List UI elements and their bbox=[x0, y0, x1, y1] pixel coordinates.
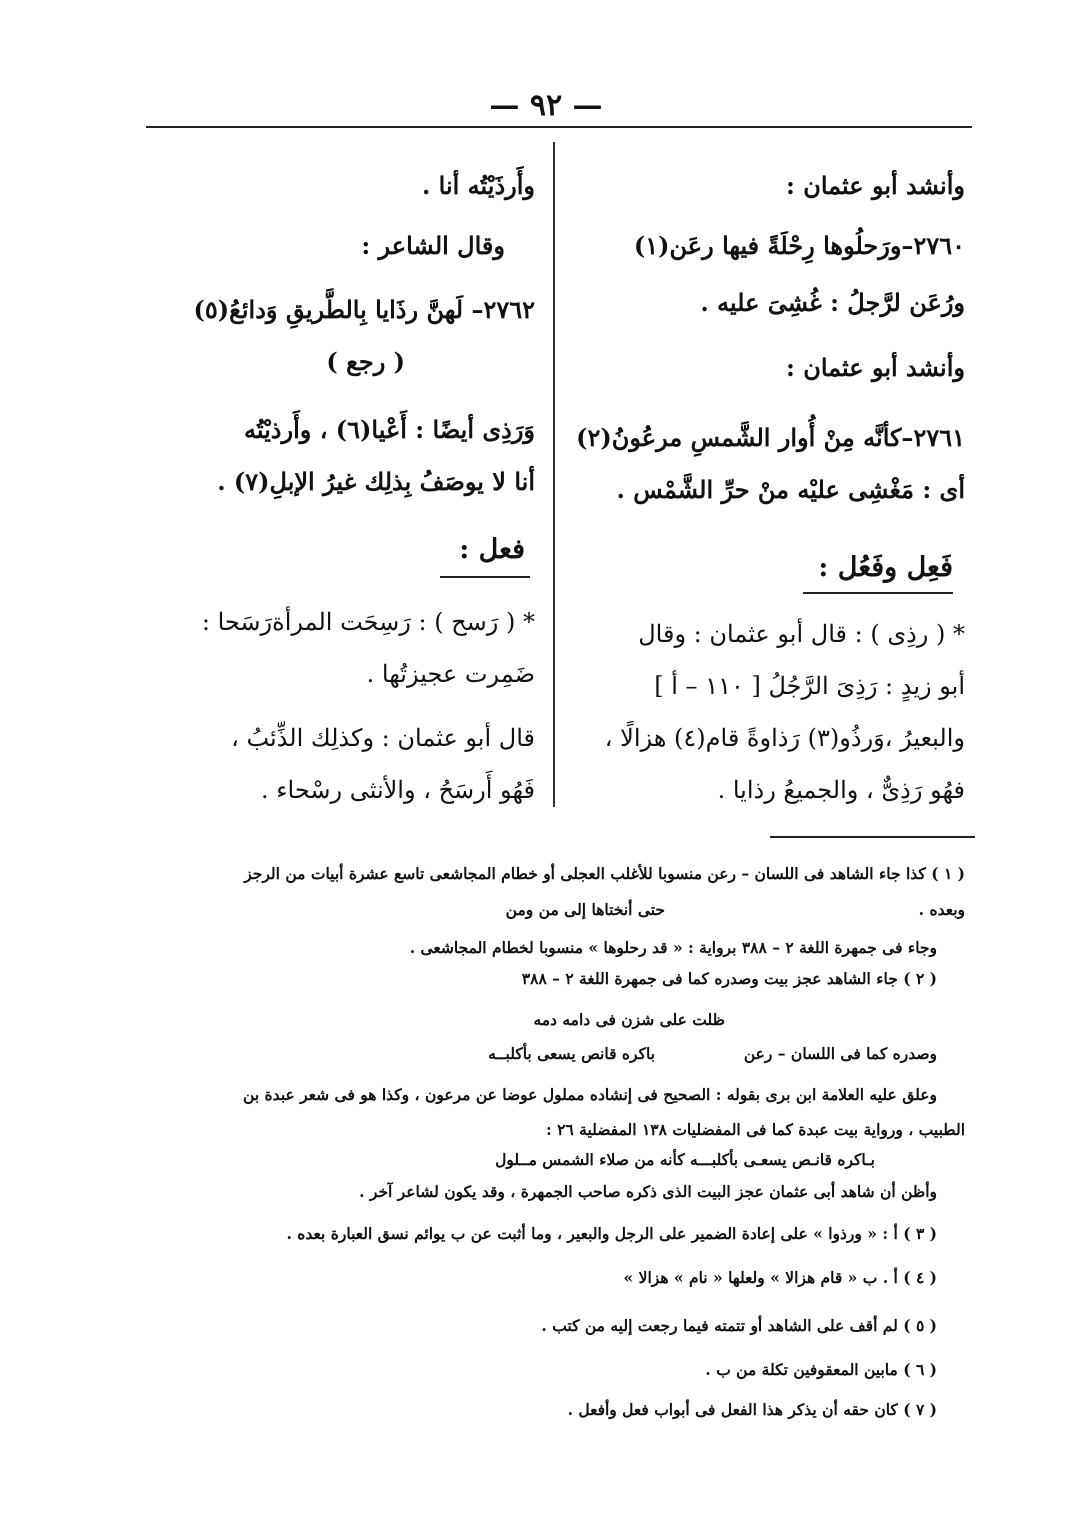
verse-2760: ٢٧٦٠–ورَحلُوها رِحْلَةً فيها رعَن(١) bbox=[633, 231, 965, 260]
footnote-2-line-3: وعلق عليه العلامة ابن برى بقوله : الصحيح فى إنشاده مملول عوضا عن مرعون ، وكذا هو فى شعر عبدة بن bbox=[243, 1085, 937, 1104]
right-heading-underline bbox=[803, 592, 953, 594]
footnote-1-line-2: وبعده . bbox=[918, 900, 965, 919]
header-rule bbox=[146, 126, 972, 128]
footnote-2-line-1: ( ٢ ) جاء الشاهد عجز بيت وصدره كما فى جمهرة اللغة ٢ – ٣٨٨ bbox=[521, 969, 937, 988]
footnote-2-line-5: وأظن أن شاهد أبى عثمان عجز البيت الذى ذكره صاحب الجمهرة ، وقد يكون لشاعر آخر . bbox=[359, 1182, 937, 1201]
root-label: ( رجع ) bbox=[326, 347, 405, 376]
left-para-1a: وَرَذِى أيضًا : أَعْيا(٦) ، وأَرذيْتُه bbox=[244, 415, 535, 444]
right-para-line-2: أبو زيدٍ : رَذِىَ الرَّجُلُ [ ١١٠ – أ ] bbox=[654, 672, 965, 700]
footnote-1-line-1: ( ١ ) كذا جاء الشاهد فى اللسان – رعن منسوبا للأغلب العجلى أو خطام المجاشعى تاسع عشرة أبيات من الرجز bbox=[244, 864, 965, 883]
right-intro-2: وأنشد أبو عثمان : bbox=[786, 353, 965, 382]
gloss-2761: أى : مَغْشِى عليْه منْ حرِّ الشَّمْس . bbox=[616, 475, 965, 504]
gloss-2760: ورُعَن لرَّجلُ : غُشِىَ عليه . bbox=[700, 288, 965, 317]
footnote-5: ( ٥ ) لم أقف على الشاهد أو تتمته فيما رجعت إليه من كتب . bbox=[541, 1316, 937, 1335]
footnote-1-verse: حتى أنختاها إلى من ومن bbox=[505, 900, 665, 919]
footnote-2-verse-3: بـاكره قانـص يسعـى بأكلبـــه كأنه من صلاء الشمس مــلول bbox=[495, 1150, 875, 1169]
left-para-3b: فَهُو أَرسَحُ ، والأنثى رسْحاء . bbox=[261, 776, 535, 804]
verse-2761: ٢٧٦١–كأنَّه مِنْ أُوار الشَّمسِ مرعُونُ(٢) bbox=[576, 423, 965, 452]
left-heading-underline bbox=[440, 576, 530, 578]
right-para-line-3: والبعيرُ ،وَرذُو(٣) رَذاوةً قام(٤) هزالًا ، bbox=[604, 724, 965, 752]
footnote-2-verse-2: باكره قانص يسعى بأكلبــه bbox=[488, 1044, 655, 1063]
column-divider bbox=[553, 142, 555, 807]
left-line-1: وأَرذَيْتُه أنا . bbox=[421, 171, 535, 200]
verse-2762: ٢٧٦٢– لَهنَّ رذَايا بِالطَّريقِ وَدائعُ(٥) bbox=[193, 295, 535, 324]
right-para-line-4: فهُو رَذِىٌّ ، والجميعُ رذايا . bbox=[717, 776, 965, 804]
footnote-1-line-3: وجاء فى جمهرة اللغة ٢ – ٣٨٨ برواية : « قد رحلوها » منسوبا لخطام المجاشعى . bbox=[409, 938, 937, 957]
right-para-line-1: * ( رذِى ) : قال أبو عثمان : وقال bbox=[638, 620, 965, 648]
left-para-2b: ضَمِرت عجيزتُها . bbox=[366, 660, 535, 688]
footnote-4: ( ٤ ) أ . ب « قام هزالا » ولعلها « نام » هزالا » bbox=[623, 1268, 937, 1287]
left-section-heading: فعل : bbox=[459, 534, 525, 565]
footnote-3: ( ٣ ) أ : « ورذوا » على إعادة الضمير على الرجل والبعير ، وما أثبت عن ب يوائم نسق العبارة بعده . bbox=[286, 1224, 937, 1243]
footnote-2-line-2: وصدره كما فى اللسان – رعن bbox=[743, 1044, 937, 1063]
footnote-separator bbox=[770, 836, 975, 838]
page-number: — ٩٢ — bbox=[489, 88, 603, 123]
left-para-2a: * ( رَسح ) : رَسِحَت المرأةرَسَحا : bbox=[201, 608, 535, 636]
left-intro: وقال الشاعر : bbox=[361, 231, 505, 260]
left-para-3a: قال أبو عثمان : وكذلِك الذِّئبُ ، bbox=[231, 724, 535, 752]
right-intro-1: وأنشد أبو عثمان : bbox=[786, 171, 965, 200]
footnote-2-verse-1: ظلت على شزن فى دامه دمه bbox=[533, 1010, 725, 1029]
footnote-7: ( ٧ ) كان حقه أن يذكر هذا الفعل فى أبواب فعل وأفعل . bbox=[567, 1400, 937, 1419]
left-para-1b: أنا لا يوصَفُ بِذلِك غيرُ الإبلِ(٧) . bbox=[217, 467, 535, 496]
footnote-6: ( ٦ ) مابين المعقوفين تكلة من ب . bbox=[705, 1360, 937, 1379]
footnote-2-line-4: الطبيب ، ورواية بيت عبدة كما فى المفضليات ١٣٨ المفضلية ٢٦ : bbox=[545, 1120, 965, 1139]
right-section-heading: فَعِل وفَعُل : bbox=[818, 552, 953, 583]
